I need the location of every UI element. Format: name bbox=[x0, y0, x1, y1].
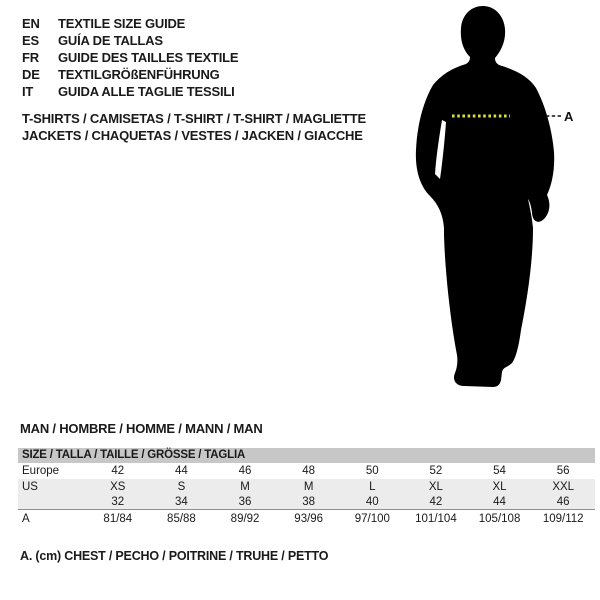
measure-label-a: A bbox=[564, 109, 574, 124]
table-cell: XL bbox=[492, 480, 507, 493]
table-cell: 54 bbox=[493, 465, 506, 477]
table-cell: 34 bbox=[175, 495, 188, 508]
table-cell: 46 bbox=[556, 495, 570, 508]
table-cell: 109/112 bbox=[542, 512, 584, 525]
table-cell: XL bbox=[428, 480, 443, 493]
language-code: EN bbox=[22, 16, 40, 31]
table-cell: 46 bbox=[238, 465, 252, 477]
table-header: SIZE / TALLA / TAILLE / GRÖSSE / TAGLIA bbox=[18, 448, 595, 463]
table-cell: 32 bbox=[111, 495, 125, 508]
garment-line-jackets: JACKETS / CHAQUETAS / VESTES / JACKEN / GIACCHE bbox=[22, 128, 363, 143]
table-cell: 52 bbox=[429, 465, 443, 477]
row-label: A bbox=[22, 512, 30, 525]
list-item bbox=[22, 15, 238, 32]
language-code: IT bbox=[22, 84, 34, 99]
list-item bbox=[22, 83, 238, 100]
table-cell: XXL bbox=[552, 480, 575, 493]
table-cell: 48 bbox=[302, 465, 316, 477]
table-cell: 93/96 bbox=[294, 512, 324, 525]
language-label: GUÍA DE TALLAS bbox=[58, 33, 163, 48]
table-cell: 40 bbox=[365, 495, 379, 508]
list-item bbox=[22, 32, 238, 49]
language-list bbox=[22, 15, 238, 100]
language-label: GUIDA ALLE TAGLIE TESSILI bbox=[58, 84, 235, 99]
language-code: FR bbox=[22, 50, 39, 65]
table-cell: S bbox=[177, 480, 186, 493]
table-cell: 42 bbox=[111, 465, 125, 477]
table-row-us-numeric bbox=[18, 494, 595, 510]
measurement-footnote: A. (cm) CHEST / PECHO / POITRINE / TRUHE / PETTO bbox=[20, 549, 329, 563]
table-cell: 101/104 bbox=[415, 512, 457, 525]
table-cell: 50 bbox=[365, 465, 379, 477]
man-silhouette-figure bbox=[400, 0, 600, 400]
table-cell: 56 bbox=[556, 465, 570, 477]
table-cell: 85/88 bbox=[167, 512, 196, 525]
man-silhouette bbox=[400, 0, 600, 400]
language-code: DE bbox=[22, 67, 40, 82]
size-table bbox=[18, 448, 595, 527]
language-label: TEXTILGRÖßENFÜHRUNG bbox=[58, 67, 220, 82]
table-cell: 44 bbox=[493, 495, 506, 508]
row-label: US bbox=[22, 480, 38, 493]
table-cell: 97/100 bbox=[354, 512, 390, 525]
table-row-chest bbox=[18, 510, 595, 527]
section-title: MAN / HOMBRE / HOMME / MANN / MAN bbox=[20, 421, 263, 436]
table-cell: XS bbox=[110, 480, 126, 493]
table-cell: 44 bbox=[175, 465, 188, 477]
garment-line-tshirts: T-SHIRTS / CAMISETAS / T-SHIRT / T-SHIRT / MAGLIETTE bbox=[22, 111, 366, 126]
table-cell: 89/92 bbox=[230, 512, 260, 525]
table-cell: 36 bbox=[238, 495, 252, 508]
list-item bbox=[22, 49, 238, 66]
table-cell: 81/84 bbox=[103, 512, 133, 525]
list-item bbox=[22, 66, 238, 83]
table-cell: 42 bbox=[429, 495, 443, 508]
language-code: ES bbox=[22, 33, 39, 48]
table-row-europe bbox=[18, 463, 595, 479]
row-label: Europe bbox=[22, 465, 60, 477]
table-cell: M bbox=[303, 480, 314, 493]
language-label: TEXTILE SIZE GUIDE bbox=[58, 16, 186, 31]
garment-categories bbox=[22, 110, 366, 144]
language-label: GUIDE DES TAILLES TEXTILE bbox=[58, 50, 239, 65]
table-cell: 105/108 bbox=[478, 512, 521, 525]
man-silhouette-body bbox=[416, 6, 554, 387]
table-cell: M bbox=[240, 480, 250, 493]
table-cell: L bbox=[369, 480, 376, 493]
table-cell: 38 bbox=[302, 495, 316, 508]
table-row-us bbox=[18, 479, 595, 494]
